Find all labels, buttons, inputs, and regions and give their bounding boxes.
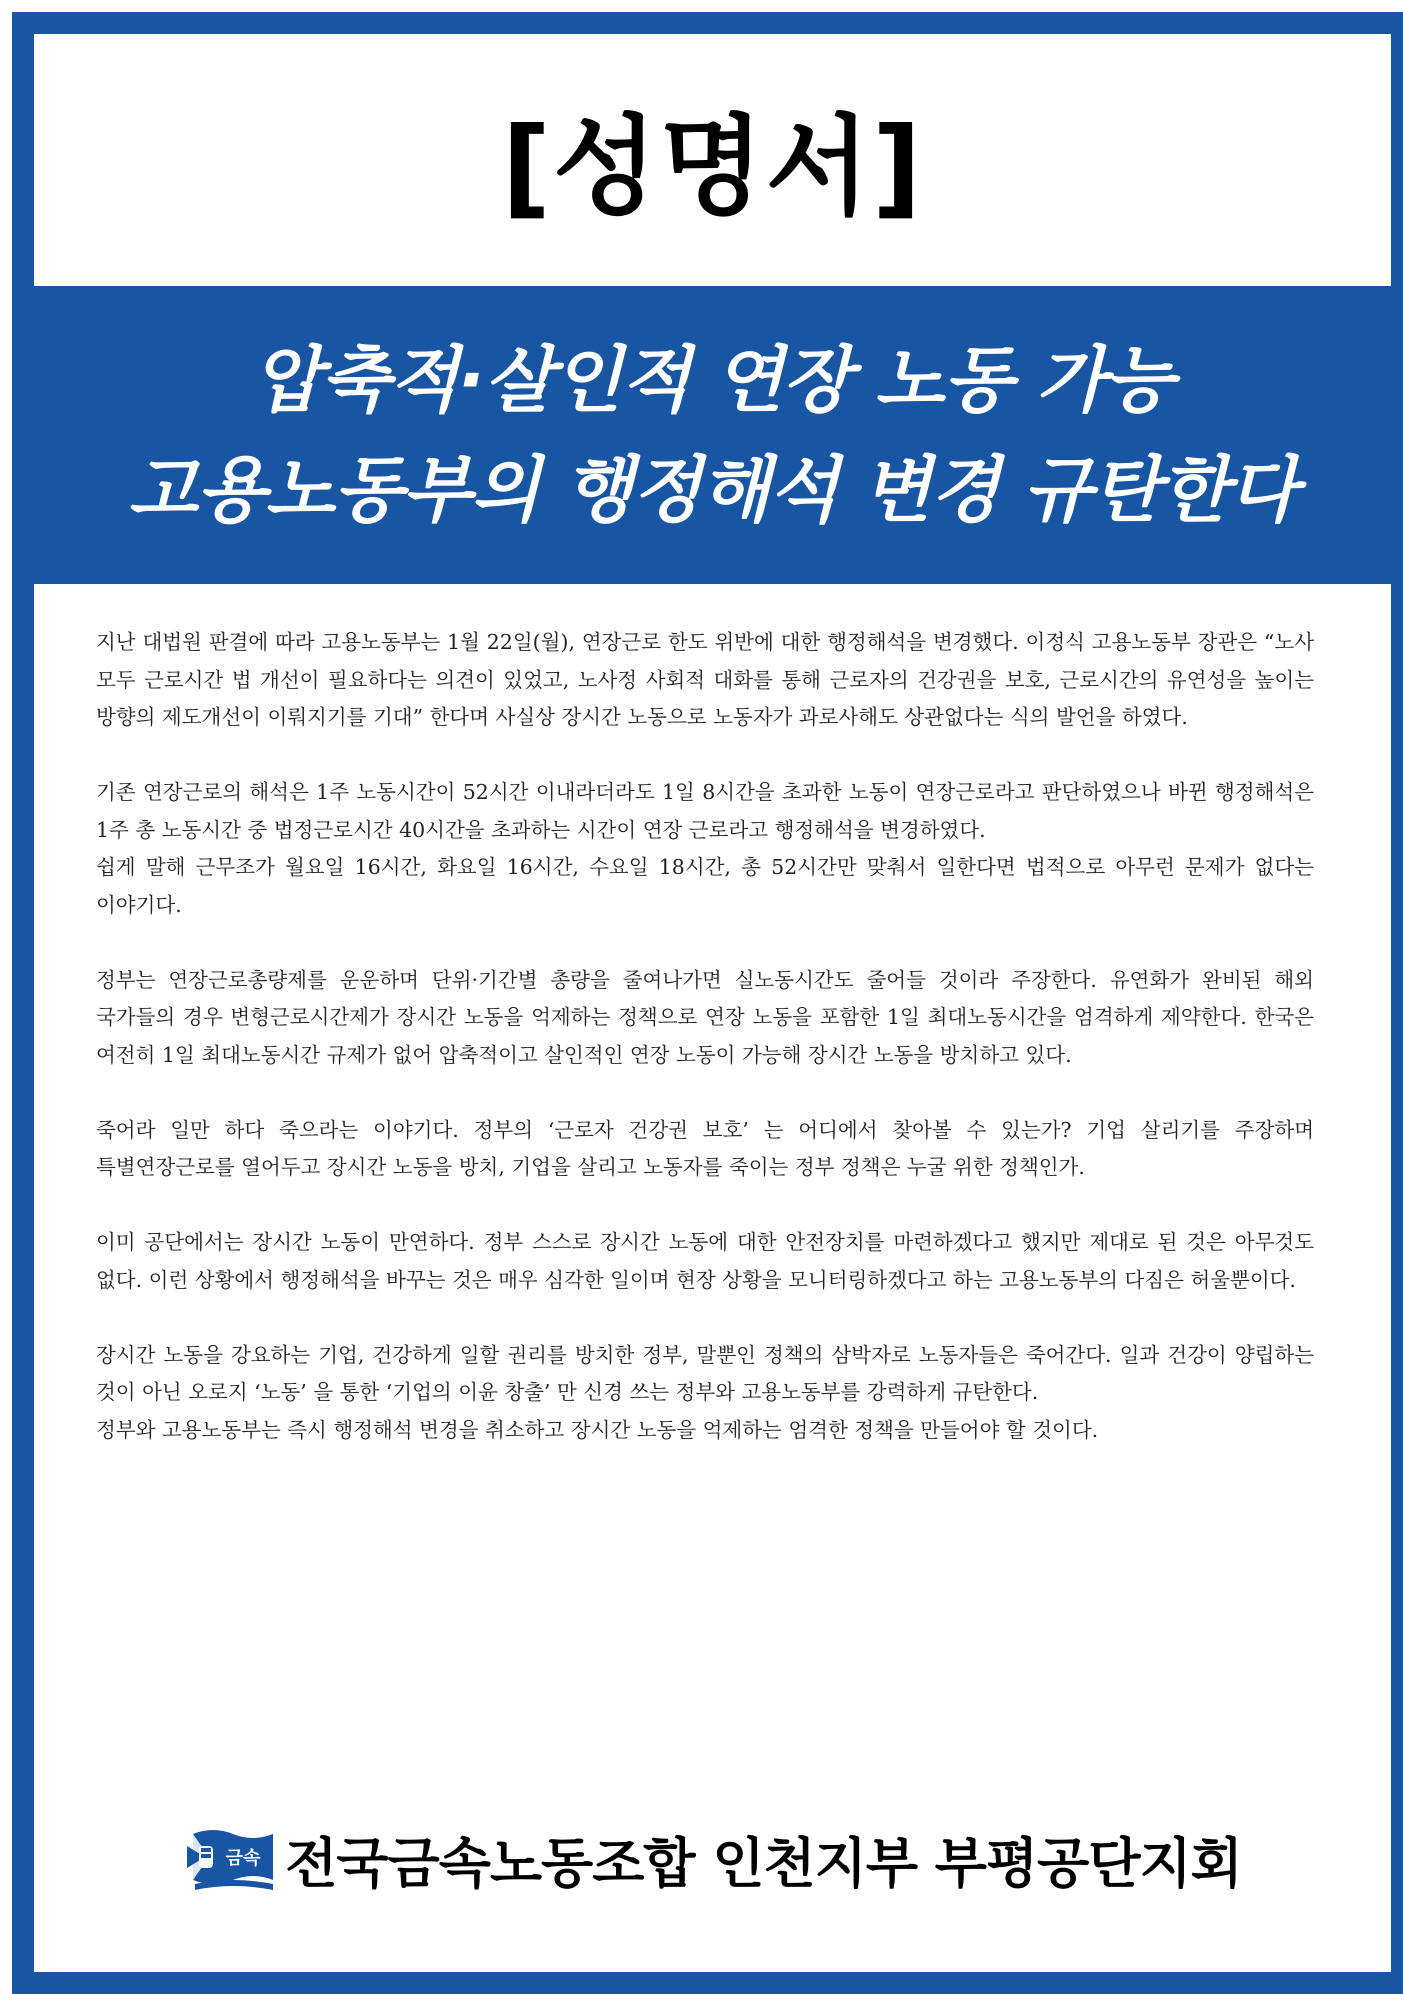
page-title: [성명서]	[501, 104, 924, 230]
statement-frame	[12, 12, 1403, 1994]
headline-line-2: 고용노동부의 행정해석 변경 규탄한다	[127, 448, 1298, 532]
footer-signature	[34, 1814, 1391, 1904]
headline-line-1: 압축적·살인적 연장 노동 가능	[251, 338, 1174, 422]
headline-band	[34, 286, 1391, 584]
paragraph-7: 장시간 노동을 강요하는 기업, 건강하게 일할 권리를 방치한 정부, 말뿐인 정책의 삼박자로 노동자들은 죽어간다. 일과 건강이 양립하는 것이 아닌 오로지 ‘노동’ 을 통한 ‘기업의 이윤 창출’ 만 신경 쓰는 정부와 고용노동부를 강력하게 규탄한다.	[96, 1342, 1314, 1404]
paragraph-3: 쉽게 말해 근무조가 월요일 16시간, 화요일 16시간, 수요일 18시간, 총 52시간만 맞춰서 일한다면 법적으로 아무런 문제가 없다는 이야기다.	[96, 855, 1314, 917]
paragraph-4: 정부는 연장근로총량제를 운운하며 단위·기간별 총량을 줄여나가면 실노동시간도 줄어들 것이라 주장한다. 유연화가 완비된 해외 국가들의 경우 변형근로시간제가 장시간 노동을 억제하는 정책으로 연장 노동을 포함한 1일 최대노동시간을 엄격하게 제약한다. 한국은 여전히 1일 최대노동시간 규제가 없어 압축적이고 살인적인 연장 노동이 가능해 장시간 노동을 방치하고 있다.	[96, 967, 1314, 1067]
organization-name: 전국금속노동조합 인천지부 부평공단지회	[285, 1831, 1242, 1895]
paragraph-8: 정부와 고용노동부는 즉시 행정해석 변경을 취소하고 장시간 노동을 억제하는 엄격한 정책을 만들어야 할 것이다.	[96, 1417, 1099, 1442]
paragraph-6: 이미 공단에서는 장시간 노동이 만연하다. 정부 스스로 장시간 노동에 대한 안전장치를 마련하겠다고 했지만 제대로 된 것은 아무것도 없다. 이런 상황에서 행정해석을 바꾸는 것은 매우 심각한 일이며 현장 상황을 모니터링하겠다고 하는 고용노동부의 다짐은 허울뿐이다.	[96, 1230, 1314, 1292]
title-box	[34, 34, 1391, 286]
paragraph-5: 죽어라 일만 하다 죽으라는 이야기다. 정부의 ‘근로자 건강권 보호’ 는 어디에서 찾아볼 수 있는가? 기업 살리기를 주장하며 특별연장근로를 열어두고 장시간 노동을 방치, 기업을 살리고 노동자를 죽이는 정부 정책은 누굴 위한 정책인가.	[96, 1117, 1314, 1179]
statement-body	[96, 624, 1314, 1487]
paragraph-2: 기존 연장근로의 해석은 1주 노동시간이 52시간 이내라더라도 1일 8시간을 초과한 노동이 연장근로라고 판단하였으나 바뀐 행정해석은 1주 총 노동시간 중 법정근로시간 40시간을 초과하는 시간이 연장 근로라고 행정해석을 변경하였다.	[96, 780, 1314, 842]
logo-text: 금속	[225, 1848, 261, 1869]
paragraph-1: 지난 대법원 판결에 따라 고용노동부는 1월 22일(월), 연장근로 한도 위반에 대한 행정해석을 변경했다. 이정식 고용노동부 장관은 “노사 모두 근로시간 법 개선이 필요하다는 의견이 있었고, 노사정 사회적 대화를 통해 근로자의 건강권을 보호, 근로시간의 유연성을 높이는 방향의 제도개선이 이뤄지기를 기대” 한다며 사실상 장시간 노동으로 노동자가 과로사해도 상관없다는 식의 발언을 하였다.	[96, 630, 1314, 729]
union-logo-icon	[183, 1822, 279, 1896]
